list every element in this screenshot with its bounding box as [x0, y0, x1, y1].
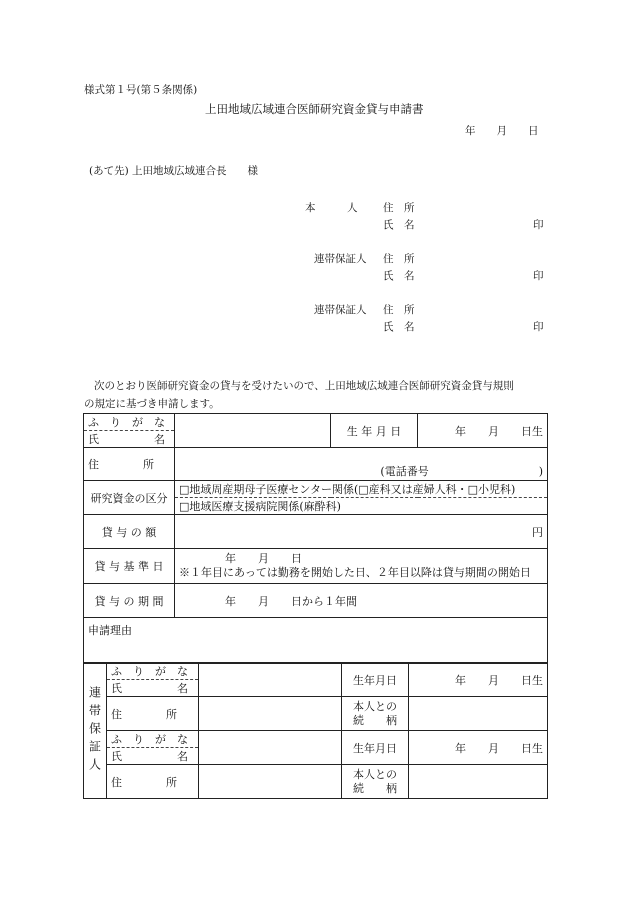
- submission-date: 年 月 日: [465, 125, 539, 137]
- base-date-label: 貸 与 基 準 日: [84, 549, 175, 584]
- guarantor2-seal: 印: [533, 321, 544, 333]
- g2-name-input[interactable]: [199, 731, 342, 765]
- applicant-seal: 印: [533, 219, 544, 231]
- g2-furigana-label: ふ り が な: [107, 731, 199, 748]
- g2-birthdate-value[interactable]: 年 月 日生: [409, 731, 548, 765]
- category-option-perinatal[interactable]: □地域周産期母子医療センター関係(□産科又は産婦人科・□小児科): [175, 481, 548, 498]
- g1-address-input[interactable]: [199, 697, 342, 731]
- category-option-regional[interactable]: □地域医療支援病院関係(麻酔科): [175, 498, 548, 515]
- g2-relation-input[interactable]: [409, 765, 548, 799]
- g1-relation-line1: 本人との: [353, 699, 397, 713]
- period-label: 貸 与 の 期 間: [84, 584, 175, 618]
- phone-field[interactable]: (電話番号 ): [175, 448, 548, 481]
- guarantor-table: [83, 662, 548, 799]
- g1-relation-input[interactable]: [409, 697, 548, 731]
- address-label: 住 所: [84, 448, 175, 481]
- applicant-name-label: 氏 名: [383, 219, 415, 231]
- applicant-role: 本 人: [305, 202, 358, 214]
- g2-name-label: 氏 名: [107, 748, 199, 765]
- guarantor1-name-label: 氏 名: [383, 270, 415, 282]
- g2-relation-label: [342, 765, 409, 799]
- g2-relation-line2: 続 柄: [353, 781, 397, 795]
- period-value[interactable]: 年 月 日から１年間: [175, 584, 548, 618]
- furigana-label: ふ り が な: [84, 414, 175, 431]
- g1-name-label: 氏 名: [107, 680, 199, 697]
- guarantor2-role: 連帯保証人: [314, 304, 367, 316]
- body-text-line2: の規定に基づき申請します。: [84, 398, 220, 410]
- guarantor-side-label: 連帯保証人: [84, 663, 107, 799]
- loan-amount-value[interactable]: 円: [175, 515, 548, 549]
- g1-name-input[interactable]: [199, 663, 342, 697]
- name-label: 氏 名: [84, 431, 175, 448]
- reason-label: 申請理由: [88, 624, 132, 637]
- guarantor2-address-label: 住 所: [383, 304, 415, 316]
- guarantor1-role: 連帯保証人: [314, 253, 367, 265]
- g2-birthdate-label: 生年月日: [342, 731, 409, 765]
- loan-amount-label: 貸 与 の 額: [84, 515, 175, 549]
- reason-cell[interactable]: [84, 618, 548, 664]
- base-date-cell[interactable]: [175, 549, 548, 584]
- birthdate-label: 生 年 月 日: [331, 414, 418, 448]
- g2-relation-line1: 本人との: [353, 767, 397, 781]
- guarantor1-seal: 印: [533, 270, 544, 282]
- form-title: 上田地域広域連合医師研究資金貸与申請書: [205, 102, 424, 116]
- g1-furigana-label: ふ り が な: [107, 663, 199, 680]
- g1-relation-label: [342, 697, 409, 731]
- g1-relation-line2: 続 柄: [353, 713, 397, 727]
- base-date-value: 年 月 日: [225, 552, 302, 565]
- g1-address-label: 住 所: [107, 697, 199, 731]
- addressee: (あて先) 上田地域広域連合長 様: [89, 165, 259, 177]
- form-number: 様式第１号(第５条関係): [84, 84, 198, 96]
- guarantor2-name-label: 氏 名: [383, 321, 415, 333]
- applicant-address-label: 住 所: [383, 202, 415, 214]
- g1-birthdate-value[interactable]: 年 月 日生: [409, 663, 548, 697]
- guarantor1-address-label: 住 所: [383, 253, 415, 265]
- name-input-cell[interactable]: [175, 414, 331, 448]
- birthdate-value[interactable]: 年 月 日生: [418, 414, 548, 448]
- application-table: [83, 413, 548, 664]
- g1-birthdate-label: 生年月日: [342, 663, 409, 697]
- g2-address-label: 住 所: [107, 765, 199, 799]
- g2-address-input[interactable]: [199, 765, 342, 799]
- body-text-line1: 次のとおり医師研究資金の貸与を受けたいので、上田地域広域連合医師研究資金貸与規則: [94, 380, 514, 392]
- category-label: 研究資金の区分: [84, 481, 175, 515]
- base-date-note: ※１年目にあっては勤務を開始した日、２年目以降は貸与期間の開始日: [179, 566, 531, 579]
